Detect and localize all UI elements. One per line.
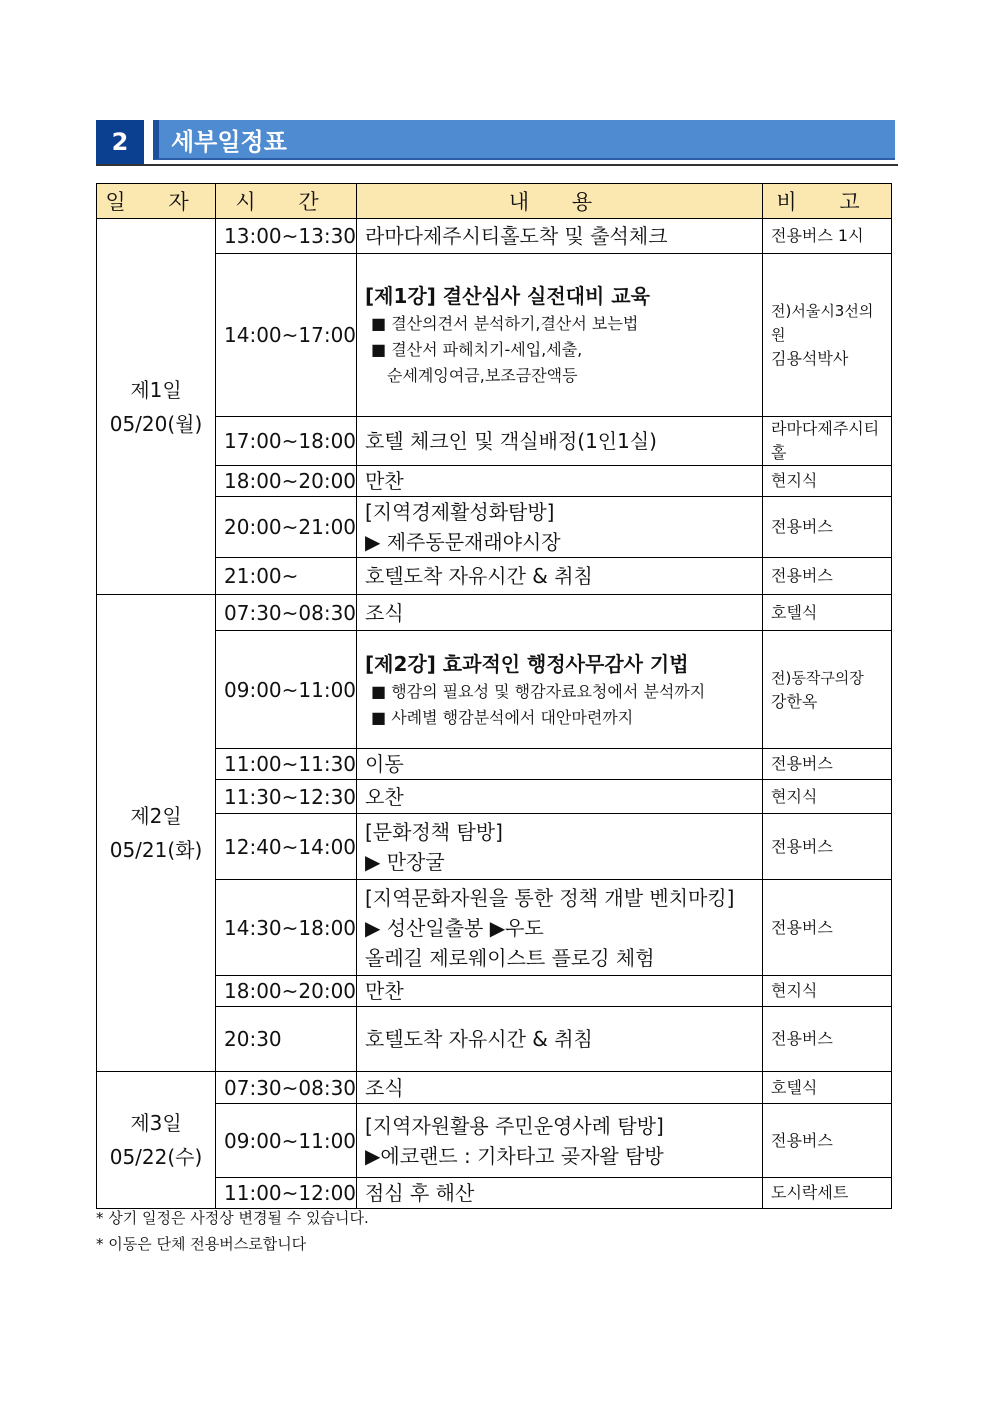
column-header-date: 일 자 <box>97 184 216 219</box>
day-date: 05/22(수) <box>109 1145 203 1169</box>
note-cell: 전용버스 <box>763 814 892 880</box>
lecture-title: [제2강] 효과적인 행정사무감사 기법 <box>365 651 689 676</box>
content-cell: 호텔도착 자유시간 & 취침 <box>357 1007 763 1072</box>
time-cell: 14:00~17:00 <box>216 254 357 417</box>
time-cell: 14:30~18:00 <box>216 880 357 976</box>
table-row <box>97 976 892 1007</box>
content-line: [지역문화자원을 통한 정책 개발 벤치마킹] <box>365 885 735 910</box>
note-cell: 전용버스 <box>763 558 892 595</box>
note-cell <box>763 254 892 417</box>
note-cell: 전용버스 <box>763 497 892 558</box>
header-rule <box>96 164 898 166</box>
day-date: 05/20(월) <box>109 411 203 436</box>
day-label: 제3일 <box>130 1111 182 1135</box>
section-title: 세부일정표 <box>153 120 895 160</box>
section-header <box>96 120 898 166</box>
note-cell: 현지식 <box>763 780 892 814</box>
lecture-bullet: ■ 결산서 파헤치기-세입,세출, <box>371 340 583 359</box>
content-line: ▶ 성산일출봉 ▶우도 <box>365 915 544 940</box>
content-cell: 조식 <box>357 595 763 631</box>
footnote: * 이동은 단체 전용버스로합니다 <box>96 1235 307 1253</box>
speaker-title: 전)동작구의장 <box>771 668 864 687</box>
lecture-title: [제1강] 결산심사 실전대비 교육 <box>365 284 650 308</box>
table-row <box>97 749 892 780</box>
table-header-row <box>97 184 892 219</box>
content-cell: 점심 후 해산 <box>357 1178 763 1209</box>
table-row <box>97 595 892 631</box>
table-row <box>97 1072 892 1104</box>
content-cell <box>357 880 763 976</box>
lecture-bullet: ■ 결산의견서 분석하기,결산서 보는법 <box>371 314 639 333</box>
time-cell: 20:30 <box>216 1007 357 1072</box>
time-cell: 09:00~11:00 <box>216 631 357 749</box>
table-row <box>97 780 892 814</box>
time-cell: 18:00~20:00 <box>216 466 357 497</box>
time-cell: 09:00~11:00 <box>216 1104 357 1178</box>
table-row <box>97 417 892 466</box>
content-cell <box>357 1104 763 1178</box>
speaker-name: 김용석박사 <box>771 349 849 368</box>
time-cell: 18:00~20:00 <box>216 976 357 1007</box>
time-cell: 13:00~13:30 <box>216 219 357 254</box>
content-cell: 라마다제주시티홀도착 및 출석체크 <box>357 219 763 254</box>
section-number: 2 <box>96 120 144 164</box>
content-cell: 이동 <box>357 749 763 780</box>
lecture-bullet: ■ 사례별 행감분석에서 대안마련까지 <box>371 707 634 727</box>
footnotes <box>96 1205 369 1257</box>
time-cell: 20:00~21:00 <box>216 497 357 558</box>
content-line: ▶ 만장굴 <box>365 849 445 874</box>
table-row <box>97 558 892 595</box>
table-row <box>97 254 892 417</box>
content-cell: 호텔도착 자유시간 & 취침 <box>357 558 763 595</box>
note-cell: 전용버스 <box>763 749 892 780</box>
time-cell: 11:30~12:30 <box>216 780 357 814</box>
time-cell: 12:40~14:00 <box>216 814 357 880</box>
content-cell: 호텔 체크인 및 객실배정(1인1실) <box>357 417 763 466</box>
table-row <box>97 497 892 558</box>
day-label: 제2일 <box>130 804 182 828</box>
time-cell: 11:00~12:00 <box>216 1178 357 1209</box>
day-cell-2 <box>97 595 216 1072</box>
content-line: ▶에코랜드 : 기차타고 곶자왈 탐방 <box>365 1143 664 1168</box>
time-cell: 21:00~ <box>216 558 357 595</box>
day-label: 제1일 <box>130 377 182 402</box>
content-cell: 만찬 <box>357 976 763 1007</box>
column-header-content: 내 용 <box>357 184 763 219</box>
speaker-title: 전)서울시3선의원 <box>771 302 874 344</box>
note-cell: 전용버스 <box>763 880 892 976</box>
lecture-cell <box>357 254 763 417</box>
note-cell: 현지식 <box>763 976 892 1007</box>
content-line: 올레길 제로웨이스트 플로깅 체험 <box>365 945 655 970</box>
lecture-cell <box>357 631 763 749</box>
column-header-time: 시 간 <box>216 184 357 219</box>
note-cell: 라마다제주시티홀 <box>763 417 892 466</box>
lecture-bullet: ■ 행감의 필요성 및 행감자료요청에서 분석까지 <box>371 681 706 701</box>
day-date: 05/21(화) <box>109 838 203 862</box>
content-cell <box>357 497 763 558</box>
table-row <box>97 1178 892 1209</box>
note-cell: 도시락세트 <box>763 1178 892 1209</box>
lecture-bullet-continuation: 순세계잉여금,보조금잔액등 <box>387 366 578 385</box>
note-cell <box>763 631 892 749</box>
note-cell: 호텔식 <box>763 595 892 631</box>
footnote: * 상기 일정은 사정상 변경될 수 있습니다. <box>96 1209 369 1227</box>
note-cell: 호텔식 <box>763 1072 892 1104</box>
content-line: [문화정책 탐방] <box>365 819 503 844</box>
day-cell-3 <box>97 1072 216 1209</box>
column-header-note: 비 고 <box>763 184 892 219</box>
note-cell: 전용버스 1시 <box>763 219 892 254</box>
time-cell: 11:00~11:30 <box>216 749 357 780</box>
time-cell: 17:00~18:00 <box>216 417 357 466</box>
content-cell: 조식 <box>357 1072 763 1104</box>
content-cell: 오찬 <box>357 780 763 814</box>
content-cell <box>357 814 763 880</box>
content-line: [지역자원활용 주민운영사례 탐방] <box>365 1113 664 1138</box>
content-line: ▶ 제주동문재래야시장 <box>365 530 561 554</box>
note-cell: 전용버스 <box>763 1104 892 1178</box>
schedule-table <box>96 183 892 1209</box>
time-cell: 07:30~08:30 <box>216 595 357 631</box>
content-cell: 만찬 <box>357 466 763 497</box>
table-row <box>97 1104 892 1178</box>
table-row <box>97 814 892 880</box>
table-row <box>97 1007 892 1072</box>
note-cell: 현지식 <box>763 466 892 497</box>
note-cell: 전용버스 <box>763 1007 892 1072</box>
time-cell: 07:30~08:30 <box>216 1072 357 1104</box>
table-row <box>97 219 892 254</box>
table-row <box>97 880 892 976</box>
table-row <box>97 466 892 497</box>
speaker-name: 강한옥 <box>771 691 818 711</box>
content-line: [지역경제활성화탐방] <box>365 500 555 524</box>
day-cell-1 <box>97 219 216 595</box>
table-row <box>97 631 892 749</box>
